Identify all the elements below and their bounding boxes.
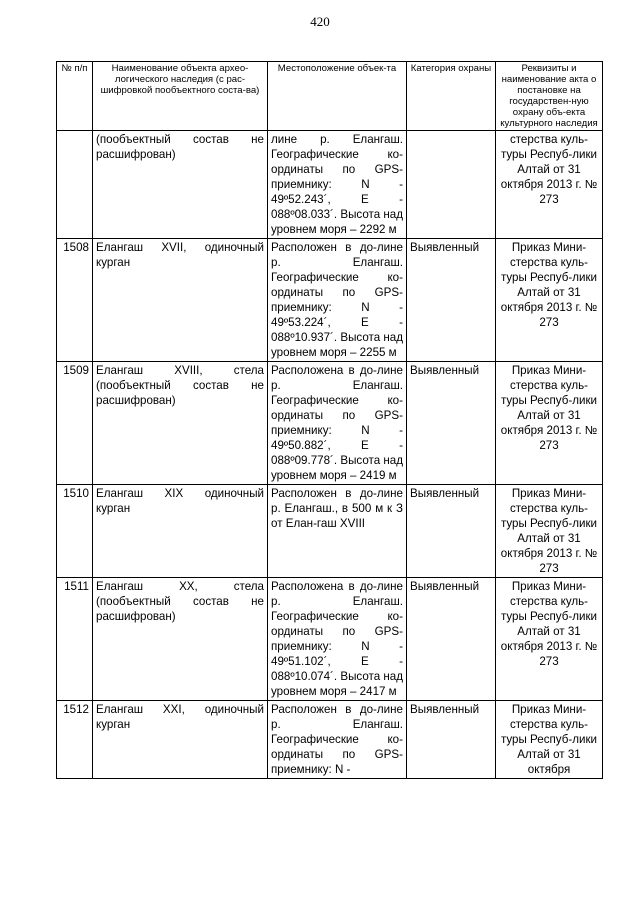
object-name: Елангаш XXI, одиночный курган bbox=[93, 701, 268, 779]
table-row bbox=[57, 362, 603, 485]
object-location: Расположена в до-лине р. Елангаш. Географические ко-ординаты по GPS-приемнику: N - 49º51.102´, E - 088º10.074´. Высота над уровнем моря – 2417 м bbox=[268, 578, 407, 701]
table-row bbox=[57, 131, 603, 239]
header-name: Наименование объекта архео-логического наследия (с рас-шифровкой пообъектного соста-ва) bbox=[93, 62, 268, 131]
table-row bbox=[57, 485, 603, 578]
protection-category: Выявленный bbox=[407, 362, 496, 485]
act-requisites: Приказ Мини-стерства куль-туры Респуб-лики Алтай от 31 октября 2013 г. № 273 bbox=[496, 239, 603, 362]
page-number: 420 bbox=[310, 14, 330, 29]
header-category: Категория охраны bbox=[407, 62, 496, 131]
object-location: Расположена в до-лине р. Елангаш. Географические ко-ординаты по GPS-приемнику: N - 49º50.882´, E - 088º09.778´. Высота над уровнем моря – 2419 м bbox=[268, 362, 407, 485]
object-name: (пообъектный состав не расшифрован) bbox=[93, 131, 268, 239]
header-num: № п/п bbox=[57, 62, 93, 131]
table-row bbox=[57, 239, 603, 362]
act-requisites: Приказ Мини-стерства куль-туры Респуб-лики Алтай от 31 октября 2013 г. № 273 bbox=[496, 578, 603, 701]
row-num: 1508 bbox=[57, 239, 93, 362]
table-header bbox=[57, 62, 603, 131]
protection-category: Выявленный bbox=[407, 701, 496, 779]
object-name: Елангаш XX, стела (пообъектный состав не расшифрован) bbox=[93, 578, 268, 701]
row-num: 1509 bbox=[57, 362, 93, 485]
act-requisites: Приказ Мини-стерства куль-туры Респуб-лики Алтай от 31 октября bbox=[496, 701, 603, 779]
row-num: 1510 bbox=[57, 485, 93, 578]
row-num: 1512 bbox=[57, 701, 93, 779]
protection-category: Выявленный bbox=[407, 578, 496, 701]
act-requisites: стерства куль-туры Респуб-лики Алтай от 31 октября 2013 г. № 273 bbox=[496, 131, 603, 239]
object-location: Расположен в до-лине р. Елангаш. Географические ко-ординаты по GPS-приемнику: N - 49º53.224´, E - 088º10.937´. Высота над уровнем моря – 2255 м bbox=[268, 239, 407, 362]
header-location: Местоположение объек-та bbox=[268, 62, 407, 131]
heritage-registry-table bbox=[56, 61, 603, 779]
header-requisites: Реквизиты и наименование акта о постановке на государствен-ную охрану объ-екта культурного наследия bbox=[496, 62, 603, 131]
object-location: Расположен в до-лине р. Елангаш., в 500 м к З от Елан-гаш XVIII bbox=[268, 485, 407, 578]
row-num: 1511 bbox=[57, 578, 93, 701]
object-location: Расположен в до-лине р. Елангаш. Географические ко-ординаты по GPS-приемнику: N - bbox=[268, 701, 407, 779]
act-requisites: Приказ Мини-стерства куль-туры Респуб-лики Алтай от 31 октября 2013 г. № 273 bbox=[496, 362, 603, 485]
object-name: Елангаш XVIII, стела (пообъектный состав не расшифрован) bbox=[93, 362, 268, 485]
object-location: лине р. Елангаш. Географические ко-ординаты по GPS-приемнику: N - 49º52.243´, E - 088º08.033´. Высота над уровнем моря – 2292 м bbox=[268, 131, 407, 239]
object-name: Елангаш XIX одиночный курган bbox=[93, 485, 268, 578]
protection-category: Выявленный bbox=[407, 485, 496, 578]
row-num bbox=[57, 131, 93, 239]
protection-category bbox=[407, 131, 496, 239]
object-name: Елангаш XVII, одиночный курган bbox=[93, 239, 268, 362]
act-requisites: Приказ Мини-стерства куль-туры Респуб-лики Алтай от 31 октября 2013 г. № 273 bbox=[496, 485, 603, 578]
table-row bbox=[57, 701, 603, 779]
protection-category: Выявленный bbox=[407, 239, 496, 362]
table-row bbox=[57, 578, 603, 701]
